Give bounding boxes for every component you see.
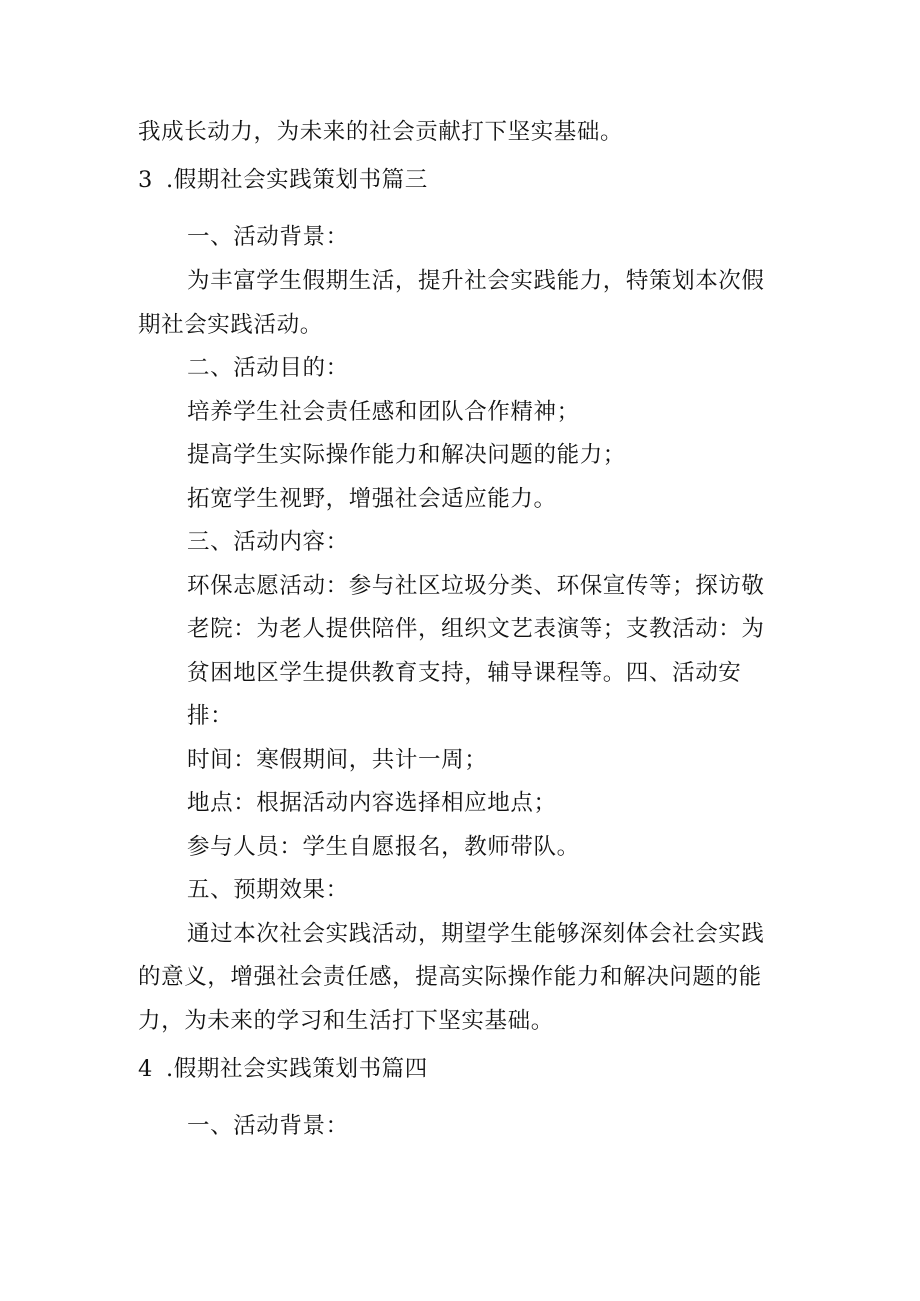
subheading-content: 三、活动内容： (187, 529, 349, 555)
paragraph-line: 排： (187, 703, 234, 729)
heading-number: 3 (138, 167, 153, 193)
heading-prefix: . (166, 167, 174, 193)
paragraph-line: 老院：为老人提供陪伴，组织文艺表演等；支教活动：为 (187, 616, 765, 642)
heading-title: 假期社会实践策划书篇四 (173, 1056, 428, 1082)
paragraph-line: 环保志愿活动：参与社区垃圾分类、环保宣传等；探访敬 (187, 573, 765, 599)
paragraph-line: 的意义，增强社会责任感，提高实际操作能力和解决问题的能 (138, 964, 762, 990)
heading-title: 假期社会实践策划书篇三 (173, 167, 428, 193)
paragraph-line: 时间：寒假期间，共计一周； (187, 747, 488, 773)
section-heading-3 (138, 165, 778, 195)
paragraph-line: 地点：根据活动内容选择相应地点； (187, 790, 557, 816)
subheading-purpose: 二、活动目的： (187, 355, 349, 381)
subheading-effect: 五、预期效果： (187, 877, 349, 903)
paragraph-line: 力，为未来的学习和生活打下坚实基础。 (138, 1008, 554, 1034)
paragraph-line: 贫困地区学生提供教育支持，辅导课程等。四、活动安 (187, 660, 742, 686)
heading-prefix: . (166, 1056, 174, 1082)
paragraph-line: 参与人员：学生自愿报名，教师带队。 (187, 834, 580, 860)
subheading-background: 一、活动背景： (187, 1113, 349, 1139)
section-heading-4 (138, 1054, 778, 1084)
paragraph-line: 拓宽学生视野，增强社会适应能力。 (187, 486, 557, 512)
paragraph-line: 期社会实践活动。 (138, 312, 323, 338)
subheading-background: 一、活动背景： (187, 224, 349, 250)
paragraph-line: 通过本次社会实践活动，期望学生能够深刻体会社会实践 (187, 921, 765, 947)
paragraph-line: 为丰富学生假期生活，提升社会实践能力，特策划本次假 (187, 268, 765, 294)
paragraph-line: 提高学生实际操作能力和解决问题的能力； (187, 442, 626, 468)
paragraph-line: 培养学生社会责任感和团队合作精神； (187, 399, 580, 425)
heading-number: 4 (138, 1056, 153, 1082)
paragraph-line: 我成长动力，为未来的社会贡献打下坚实基础。 (138, 119, 624, 145)
